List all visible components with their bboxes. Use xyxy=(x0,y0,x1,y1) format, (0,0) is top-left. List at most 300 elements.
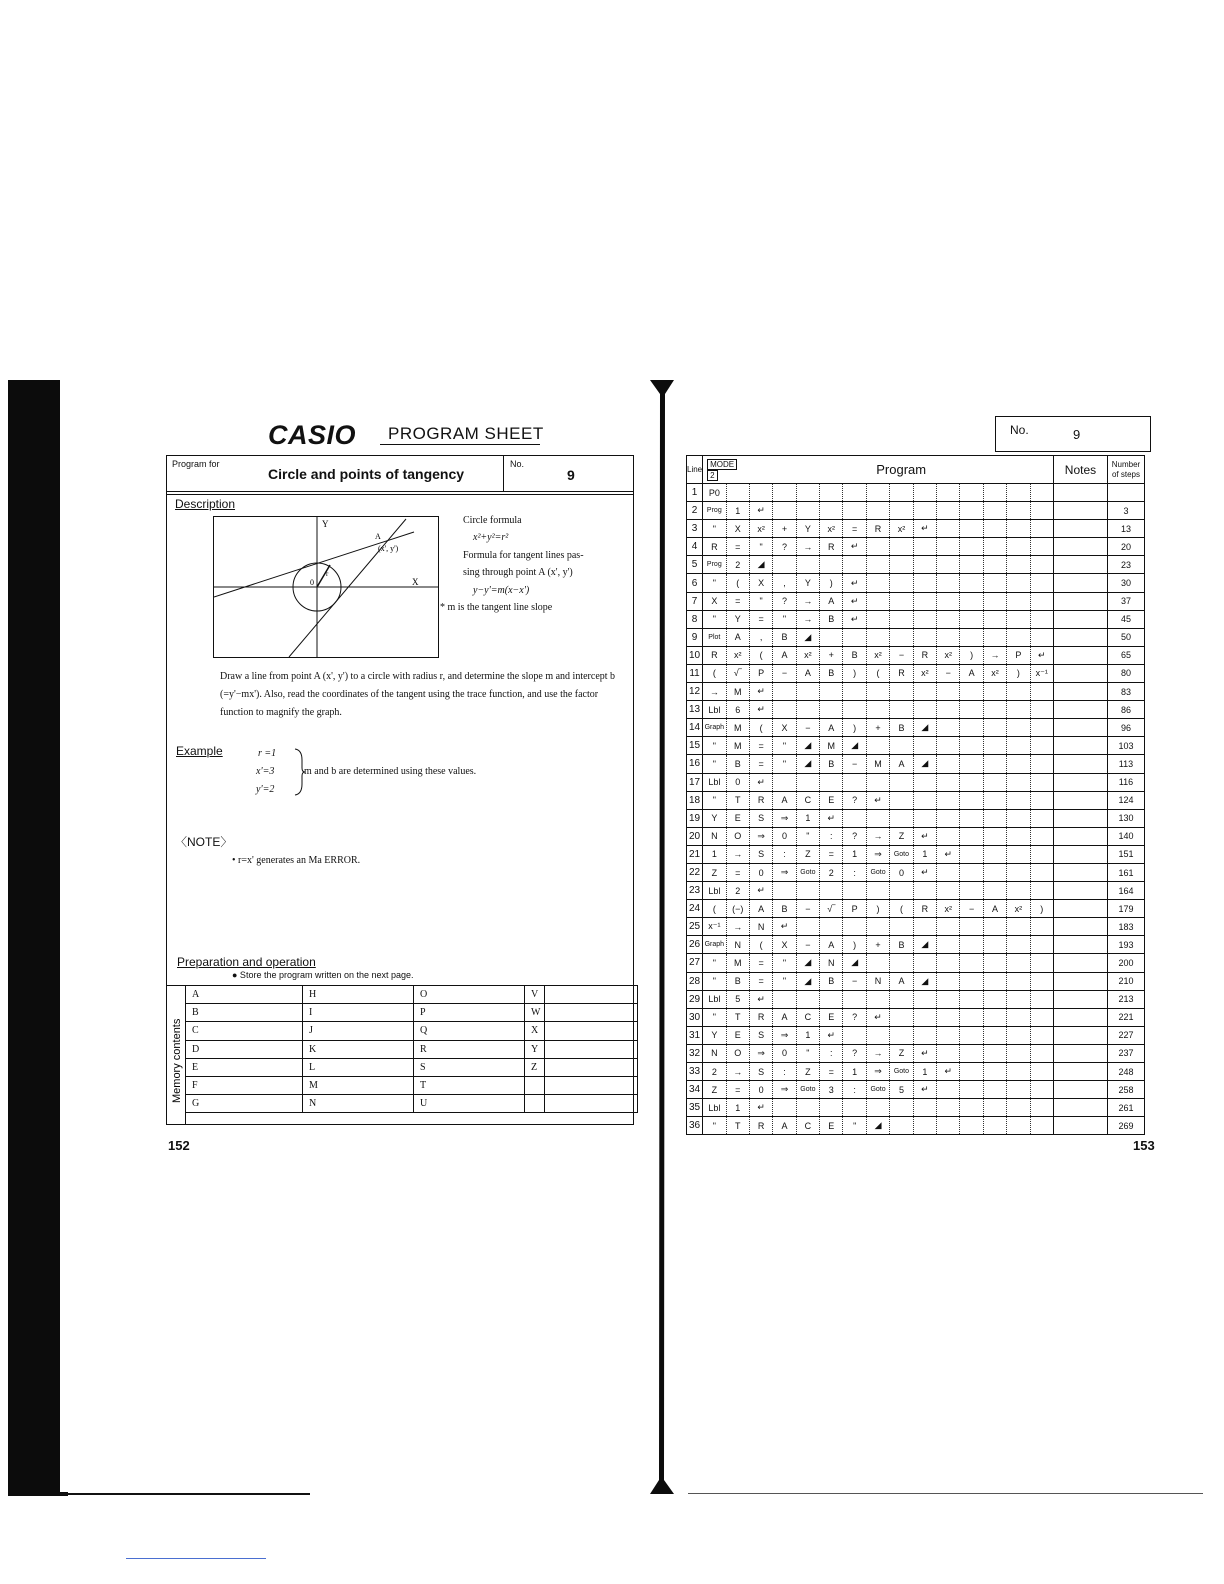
steps-cell: 227 xyxy=(1107,1026,1144,1044)
program-key-cell: ◢ xyxy=(913,755,936,773)
program-line xyxy=(687,900,1145,918)
program-key-cell xyxy=(1030,719,1053,737)
program-key-cell xyxy=(913,538,936,556)
program-line xyxy=(687,719,1145,737)
line-number: 8 xyxy=(687,610,703,628)
program-key-cell: P xyxy=(749,664,772,682)
program-key-cell xyxy=(937,1117,960,1135)
program-key-cell: ◢ xyxy=(913,936,936,954)
example-heading: Example xyxy=(176,744,223,758)
program-key-cell: C xyxy=(796,1008,819,1026)
program-key-cell xyxy=(913,1117,936,1135)
program-key-cell xyxy=(1007,1063,1030,1081)
program-key-cell: ? xyxy=(773,592,796,610)
program-key-cell: 1 xyxy=(796,809,819,827)
program-key-cell xyxy=(1007,502,1030,520)
program-key-cell: B xyxy=(773,628,796,646)
program-key-cell xyxy=(937,610,960,628)
program-key-cell xyxy=(983,773,1006,791)
notes-cell xyxy=(1053,863,1107,881)
program-key-cell: 1 xyxy=(703,845,726,863)
program-key-cell xyxy=(983,719,1006,737)
program-key-cell: x² xyxy=(983,664,1006,682)
program-key-cell xyxy=(913,610,936,628)
program-key-cell xyxy=(913,502,936,520)
program-key-cell xyxy=(1030,737,1053,755)
program-key-cell: ( xyxy=(749,936,772,954)
program-key-cell xyxy=(890,574,913,592)
line-number: 29 xyxy=(687,990,703,1008)
no-value: 9 xyxy=(567,467,575,483)
program-line xyxy=(687,990,1145,1008)
notes-cell xyxy=(1053,592,1107,610)
program-key-cell: A xyxy=(749,900,772,918)
formula-line: Circle formula xyxy=(463,515,522,526)
program-key-cell xyxy=(820,1099,843,1117)
line-number: 2 xyxy=(687,502,703,520)
program-key-cell xyxy=(937,773,960,791)
program-key-cell: ◢ xyxy=(749,556,772,574)
note-text: • r=x' generates an Ma ERROR. xyxy=(232,855,361,866)
program-key-cell xyxy=(1030,610,1053,628)
program-key-cell: A xyxy=(983,900,1006,918)
program-key-cell: B xyxy=(820,610,843,628)
notes-cell xyxy=(1053,900,1107,918)
program-key-cell: ( xyxy=(749,646,772,664)
steps-cell: 183 xyxy=(1107,918,1144,936)
col-steps-header: Number of steps xyxy=(1107,456,1144,484)
program-key-cell xyxy=(820,484,843,502)
program-key-cell: ↵ xyxy=(913,520,936,538)
program-key-cell xyxy=(1030,755,1053,773)
program-key-cell: ⇒ xyxy=(749,1044,772,1062)
notes-cell xyxy=(1053,972,1107,990)
program-key-cell: ⇒ xyxy=(866,845,889,863)
program-key-cell: A xyxy=(796,664,819,682)
program-key-cell xyxy=(820,683,843,701)
steps-cell: 140 xyxy=(1107,827,1144,845)
program-key-cell xyxy=(1030,972,1053,990)
program-key-cell xyxy=(1030,863,1053,881)
program-key-cell xyxy=(913,701,936,719)
program-key-cell: ↵ xyxy=(773,918,796,936)
program-key-cell: M xyxy=(726,954,749,972)
program-line xyxy=(687,701,1145,719)
graph-point-label: A xyxy=(375,532,381,541)
program-key-cell xyxy=(960,1081,983,1099)
program-key-cell: Prog xyxy=(703,556,726,574)
program-key-cell xyxy=(913,628,936,646)
program-key-cell xyxy=(983,574,1006,592)
notes-cell xyxy=(1053,701,1107,719)
program-key-cell xyxy=(1007,484,1030,502)
program-key-cell xyxy=(983,592,1006,610)
program-key-cell xyxy=(913,1026,936,1044)
program-key-cell: ◢ xyxy=(913,719,936,737)
program-key-cell xyxy=(1007,809,1030,827)
program-key-cell xyxy=(960,502,983,520)
program-key-cell: ◢ xyxy=(843,954,866,972)
line-number: 5 xyxy=(687,556,703,574)
program-key-cell: E xyxy=(726,809,749,827)
program-key-cell xyxy=(773,1099,796,1117)
line-number: 11 xyxy=(687,664,703,682)
program-line xyxy=(687,1081,1145,1099)
program-key-cell xyxy=(1007,1044,1030,1062)
program-key-cell: + xyxy=(773,520,796,538)
program-key-cell: ◢ xyxy=(796,972,819,990)
program-key-cell xyxy=(820,990,843,1008)
program-key-cell: Lbl xyxy=(703,882,726,900)
steps-cell: 96 xyxy=(1107,719,1144,737)
program-key-cell: = xyxy=(726,863,749,881)
program-key-cell xyxy=(960,791,983,809)
program-key-cell: Y xyxy=(796,574,819,592)
program-key-cell: = xyxy=(726,538,749,556)
program-key-cell xyxy=(866,556,889,574)
program-line xyxy=(687,863,1145,881)
program-key-cell: Plot xyxy=(703,628,726,646)
prep-heading: Preparation and operation xyxy=(177,955,316,969)
line-number: 25 xyxy=(687,918,703,936)
program-key-cell xyxy=(937,701,960,719)
program-key-cell: ) xyxy=(820,574,843,592)
program-key-cell: = xyxy=(749,755,772,773)
program-key-cell xyxy=(796,918,819,936)
program-key-cell: A xyxy=(820,592,843,610)
program-line xyxy=(687,520,1145,538)
program-key-cell xyxy=(960,683,983,701)
program-key-cell: ↵ xyxy=(749,990,772,1008)
graph-origin-label: 0 xyxy=(310,578,314,587)
program-key-cell xyxy=(726,484,749,502)
left-page-number: 152 xyxy=(168,1138,190,1153)
program-key-cell: − xyxy=(796,900,819,918)
program-key-cell xyxy=(913,918,936,936)
left-page-bottom-edge xyxy=(60,1493,310,1495)
steps-cell: 269 xyxy=(1107,1117,1144,1135)
program-key-cell xyxy=(796,683,819,701)
program-key-cell: : xyxy=(773,845,796,863)
notes-cell xyxy=(1053,1008,1107,1026)
program-key-cell xyxy=(960,556,983,574)
program-key-cell: 1 xyxy=(913,1063,936,1081)
program-key-cell: " xyxy=(749,592,772,610)
program-key-cell: " xyxy=(796,827,819,845)
program-key-cell: = xyxy=(843,520,866,538)
program-key-cell xyxy=(960,845,983,863)
line-number: 36 xyxy=(687,1117,703,1135)
program-key-cell: ↵ xyxy=(749,773,772,791)
program-key-cell: → xyxy=(796,610,819,628)
program-key-cell: 0 xyxy=(749,863,772,881)
program-key-cell xyxy=(983,863,1006,881)
program-key-cell xyxy=(1030,936,1053,954)
scan-shadow-left xyxy=(8,496,68,1496)
program-key-cell xyxy=(890,628,913,646)
program-key-cell: N xyxy=(866,972,889,990)
program-key-cell xyxy=(960,628,983,646)
program-key-cell xyxy=(1007,683,1030,701)
program-key-cell xyxy=(890,882,913,900)
program-key-cell xyxy=(960,863,983,881)
program-key-cell: Z xyxy=(890,1044,913,1062)
program-key-cell: ↵ xyxy=(913,827,936,845)
program-key-cell: = xyxy=(726,592,749,610)
program-key-cell xyxy=(843,773,866,791)
program-key-cell: − xyxy=(960,900,983,918)
program-key-cell xyxy=(913,1099,936,1117)
program-key-cell: ( xyxy=(749,719,772,737)
steps-cell: 116 xyxy=(1107,773,1144,791)
program-key-cell: R xyxy=(749,1117,772,1135)
program-key-cell: x² xyxy=(749,520,772,538)
line-number: 31 xyxy=(687,1026,703,1044)
program-key-cell: B xyxy=(726,972,749,990)
formula-line: y−y'=m(x−x') xyxy=(473,585,530,596)
program-key-cell xyxy=(866,592,889,610)
program-key-cell: → xyxy=(866,827,889,845)
note-heading: 〈NOTE〉 xyxy=(175,835,233,849)
program-key-cell xyxy=(773,773,796,791)
program-key-cell: ? xyxy=(843,827,866,845)
program-key-cell: 2 xyxy=(703,1063,726,1081)
program-key-cell: + xyxy=(820,646,843,664)
program-key-cell: 1 xyxy=(726,1099,749,1117)
program-key-cell xyxy=(913,882,936,900)
program-key-cell xyxy=(983,1008,1006,1026)
program-key-cell: A xyxy=(773,791,796,809)
program-key-cell: Lbl xyxy=(703,990,726,1008)
no-label: No. xyxy=(510,459,525,469)
program-key-cell: " xyxy=(773,954,796,972)
program-key-cell: S xyxy=(749,809,772,827)
program-key-cell xyxy=(983,1099,1006,1117)
line-number: 32 xyxy=(687,1044,703,1062)
steps-cell: 20 xyxy=(1107,538,1144,556)
program-key-cell: Goto xyxy=(890,1063,913,1081)
program-key-cell: = xyxy=(749,972,772,990)
notes-cell xyxy=(1053,520,1107,538)
program-key-cell xyxy=(983,990,1006,1008)
program-key-cell: R xyxy=(890,664,913,682)
program-key-cell: ↵ xyxy=(820,1026,843,1044)
program-key-cell: B xyxy=(726,755,749,773)
program-key-cell xyxy=(843,1099,866,1117)
steps-cell: 151 xyxy=(1107,845,1144,863)
program-key-cell: ) xyxy=(866,900,889,918)
program-key-cell xyxy=(913,954,936,972)
formula-line: sing through point A (x', y') xyxy=(463,567,573,578)
program-key-cell: " xyxy=(773,737,796,755)
program-key-cell xyxy=(796,556,819,574)
program-key-cell: : xyxy=(843,863,866,881)
program-key-cell xyxy=(1007,1099,1030,1117)
program-key-cell: R xyxy=(913,646,936,664)
graph-point-coords: (x', y') xyxy=(378,544,399,553)
program-key-cell xyxy=(866,538,889,556)
program-line xyxy=(687,556,1145,574)
program-key-cell: B xyxy=(773,900,796,918)
program-key-cell: , xyxy=(773,574,796,592)
notes-cell xyxy=(1053,664,1107,682)
program-key-cell: P0 xyxy=(703,484,726,502)
program-key-cell xyxy=(913,484,936,502)
program-line xyxy=(687,484,1145,502)
program-key-cell xyxy=(796,701,819,719)
program-key-cell: Goto xyxy=(866,863,889,881)
program-key-cell: N xyxy=(820,954,843,972)
graph-x-label: X xyxy=(412,577,419,587)
program-key-cell: Z xyxy=(890,827,913,845)
program-key-cell: ↵ xyxy=(749,502,772,520)
program-key-cell xyxy=(913,773,936,791)
program-key-cell: " xyxy=(703,737,726,755)
program-key-cell: ⇒ xyxy=(773,1081,796,1099)
program-key-cell xyxy=(937,809,960,827)
program-key-cell xyxy=(913,1008,936,1026)
program-key-cell xyxy=(983,809,1006,827)
notes-cell xyxy=(1053,954,1107,972)
program-line xyxy=(687,610,1145,628)
program-key-cell xyxy=(937,628,960,646)
program-key-cell: P xyxy=(843,900,866,918)
program-key-cell: (−) xyxy=(726,900,749,918)
program-key-cell xyxy=(773,990,796,1008)
program-key-cell: x² xyxy=(890,520,913,538)
memory-row: B I P W xyxy=(186,1004,638,1022)
program-key-cell xyxy=(913,737,936,755)
program-key-cell: ↵ xyxy=(843,538,866,556)
program-key-cell: Y xyxy=(726,610,749,628)
program-key-cell xyxy=(1030,809,1053,827)
notes-cell xyxy=(1053,628,1107,646)
program-key-cell xyxy=(983,845,1006,863)
line-number: 3 xyxy=(687,520,703,538)
program-key-cell xyxy=(1007,882,1030,900)
program-key-cell: M xyxy=(866,755,889,773)
svg-text:Memory contents: Memory contents xyxy=(171,1018,183,1103)
line-number: 9 xyxy=(687,628,703,646)
program-key-cell: B xyxy=(843,646,866,664)
line-number: 12 xyxy=(687,683,703,701)
line-number: 4 xyxy=(687,538,703,556)
description-paragraph: Draw a line from point A (x', y') to a circle with radius r, and determine the slope m and intercept b (=y'−mx'). Also, read the coordinates of the tangent using the trace function, and use the factor function to magnify the graph. xyxy=(220,671,616,718)
program-key-cell: Z xyxy=(796,1063,819,1081)
program-key-cell xyxy=(960,1026,983,1044)
program-key-cell xyxy=(960,520,983,538)
right-no-label: No. xyxy=(1010,423,1029,437)
formula-line: Formula for tangent lines pas- xyxy=(463,550,584,561)
line-number: 13 xyxy=(687,701,703,719)
program-key-cell xyxy=(960,882,983,900)
program-key-cell: → xyxy=(866,1044,889,1062)
program-key-cell: 5 xyxy=(726,990,749,1008)
program-key-cell xyxy=(820,918,843,936)
line-number: 21 xyxy=(687,845,703,863)
program-key-cell: ↵ xyxy=(820,809,843,827)
program-key-cell xyxy=(937,683,960,701)
program-key-cell: B xyxy=(890,936,913,954)
program-line xyxy=(687,1117,1145,1135)
line-number: 28 xyxy=(687,972,703,990)
col-notes-header: Notes xyxy=(1053,456,1107,484)
title-divider xyxy=(166,491,634,492)
notes-cell xyxy=(1053,719,1107,737)
program-line xyxy=(687,1099,1145,1117)
program-key-cell xyxy=(773,502,796,520)
program-key-cell: X xyxy=(703,592,726,610)
program-key-cell: N xyxy=(703,1044,726,1062)
program-key-cell: ? xyxy=(843,1044,866,1062)
program-key-cell: 1 xyxy=(726,502,749,520)
program-key-cell xyxy=(796,990,819,1008)
program-key-cell: − xyxy=(937,664,960,682)
program-key-cell xyxy=(866,773,889,791)
program-key-cell: ↵ xyxy=(843,592,866,610)
program-key-cell: R xyxy=(820,538,843,556)
program-key-cell: T xyxy=(726,1008,749,1026)
program-key-cell: N xyxy=(703,827,726,845)
steps-cell: 130 xyxy=(1107,809,1144,827)
program-key-cell xyxy=(983,1117,1006,1135)
program-key-cell xyxy=(1007,936,1030,954)
program-key-cell xyxy=(937,936,960,954)
line-number: 18 xyxy=(687,791,703,809)
program-key-cell: = xyxy=(749,737,772,755)
program-key-cell xyxy=(937,755,960,773)
program-key-cell xyxy=(1030,990,1053,1008)
program-key-cell xyxy=(1030,556,1053,574)
program-key-cell xyxy=(1007,574,1030,592)
steps-cell: 193 xyxy=(1107,936,1144,954)
steps-cell: 3 xyxy=(1107,502,1144,520)
program-key-cell xyxy=(1030,918,1053,936)
program-key-cell: N xyxy=(749,918,772,936)
program-key-cell: A xyxy=(820,936,843,954)
program-key-cell xyxy=(937,1099,960,1117)
program-key-cell xyxy=(983,827,1006,845)
program-key-cell: A xyxy=(890,755,913,773)
program-key-cell xyxy=(1007,990,1030,1008)
program-key-cell xyxy=(1030,628,1053,646)
notes-cell xyxy=(1053,484,1107,502)
program-key-cell: ◢ xyxy=(796,954,819,972)
steps-cell: 103 xyxy=(1107,737,1144,755)
program-key-cell xyxy=(937,882,960,900)
program-key-cell xyxy=(890,791,913,809)
program-key-cell: ) xyxy=(843,664,866,682)
steps-cell: 65 xyxy=(1107,646,1144,664)
steps-cell xyxy=(1107,484,1144,502)
line-number: 19 xyxy=(687,809,703,827)
program-key-cell xyxy=(937,737,960,755)
program-key-cell: + xyxy=(866,936,889,954)
program-key-cell xyxy=(983,1044,1006,1062)
program-key-cell: " xyxy=(703,1008,726,1026)
program-key-cell: → xyxy=(726,845,749,863)
program-key-cell xyxy=(843,990,866,1008)
program-key-cell: A xyxy=(773,1008,796,1026)
program-key-cell: ( xyxy=(703,664,726,682)
program-key-cell xyxy=(1007,628,1030,646)
program-key-cell xyxy=(983,918,1006,936)
program-key-cell xyxy=(1007,791,1030,809)
program-key-cell xyxy=(1030,1044,1053,1062)
program-key-cell: S xyxy=(749,1026,772,1044)
program-key-cell: Goto xyxy=(796,1081,819,1099)
program-key-cell xyxy=(1030,1026,1053,1044)
